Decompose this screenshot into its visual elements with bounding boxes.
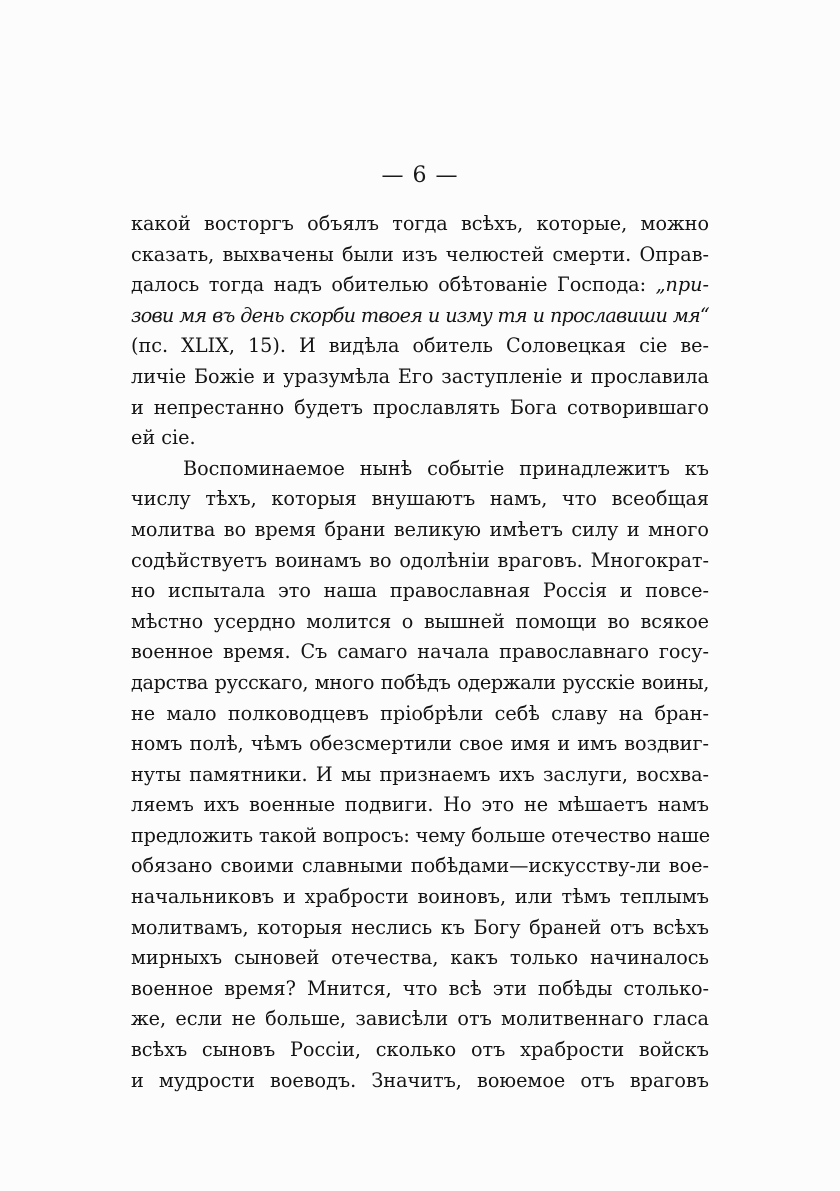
text-line: числу тѣхъ, которыя внушаютъ намъ, что всеобщая [131, 487, 709, 511]
text-line: какой восторгъ объялъ тогда всѣхъ, которые, можно [131, 212, 709, 235]
text-line: нуты памятники. И мы признаемъ ихъ заслуги, восхва- [131, 762, 709, 786]
text-line: обязано своими славными побѣдами—искусству-ли вое- [131, 854, 709, 878]
text-line: не мало полководцевъ пріобрѣли себѣ славу на бран- [131, 701, 709, 725]
text-line [131, 270, 709, 301]
text-line: мѣстно усердно молится о вышней помощи во всякое [131, 609, 709, 633]
text-line: ляемъ ихъ военные подвиги. Но это не мѣшаетъ намъ [131, 793, 709, 817]
text-line: номъ полѣ, чѣмъ обезсмертили свое имя и имъ воздвиг- [131, 732, 709, 756]
text-line: военное время? Мнится, что всѣ эти побѣды столько- [131, 976, 709, 1000]
italic-run: „при- [655, 273, 709, 297]
text-line: начальниковъ и храбрости воиновъ, или тѣмъ теплымъ [131, 885, 709, 909]
text-line: сказать, выхвачены были изъ челюстей смерти. Оправ- [131, 242, 709, 266]
text-line: ей сіе. [131, 426, 196, 450]
body-text [131, 209, 709, 1096]
text-line: всѣхъ сыновъ Россіи, сколько отъ храбрости войскъ [131, 1038, 709, 1062]
text-line: дарства русскаго, много побѣдъ одержали русскіе воины, [131, 670, 709, 694]
text-line: содѣйствуетъ воинамъ во одолѣніи враговъ. Многократ- [131, 548, 709, 572]
text-line: и непрестанно будетъ прославлять Бога сотворившаго [131, 395, 709, 419]
text-line: же, если не больше, зависѣли отъ молитвеннаго гласа [131, 1007, 709, 1031]
text-line: но испытала это наша православная Россія и повсе- [131, 579, 709, 603]
text-line: (пс. XLIX, 15). И видѣла обитель Соловецкая сіе ве- [131, 334, 709, 358]
text-run: далось тогда надъ обителью обѣтованіе Господа: [131, 273, 656, 297]
text-line [131, 301, 709, 332]
text-line: и мудрости воеводъ. Значитъ, воюемое отъ враговъ [131, 1068, 709, 1092]
text-line: Воспоминаемое нынѣ событіе принадлежитъ къ [183, 456, 709, 480]
text-line: молитвамъ, которыя неслись къ Богу браней отъ всѣхъ [131, 915, 709, 939]
page-number: — 6 — [381, 163, 459, 188]
text-line: предложить такой вопросъ: чему больше отечество наше [131, 823, 710, 847]
italic-run: зови мя въ день скорби твоея и измy тя и прославиши мя“ [131, 303, 709, 327]
text-line: военное время. Съ самаго начала православнаго госу- [131, 640, 709, 664]
text-line: молитва во время брани великую имѣетъ силу и много [131, 517, 709, 541]
text-line: личіе Божіе и уразумѣла Его заступленіе и прославила [131, 364, 709, 388]
text-line: мирныхъ сыновей отечества, какъ только начиналось [131, 946, 709, 970]
